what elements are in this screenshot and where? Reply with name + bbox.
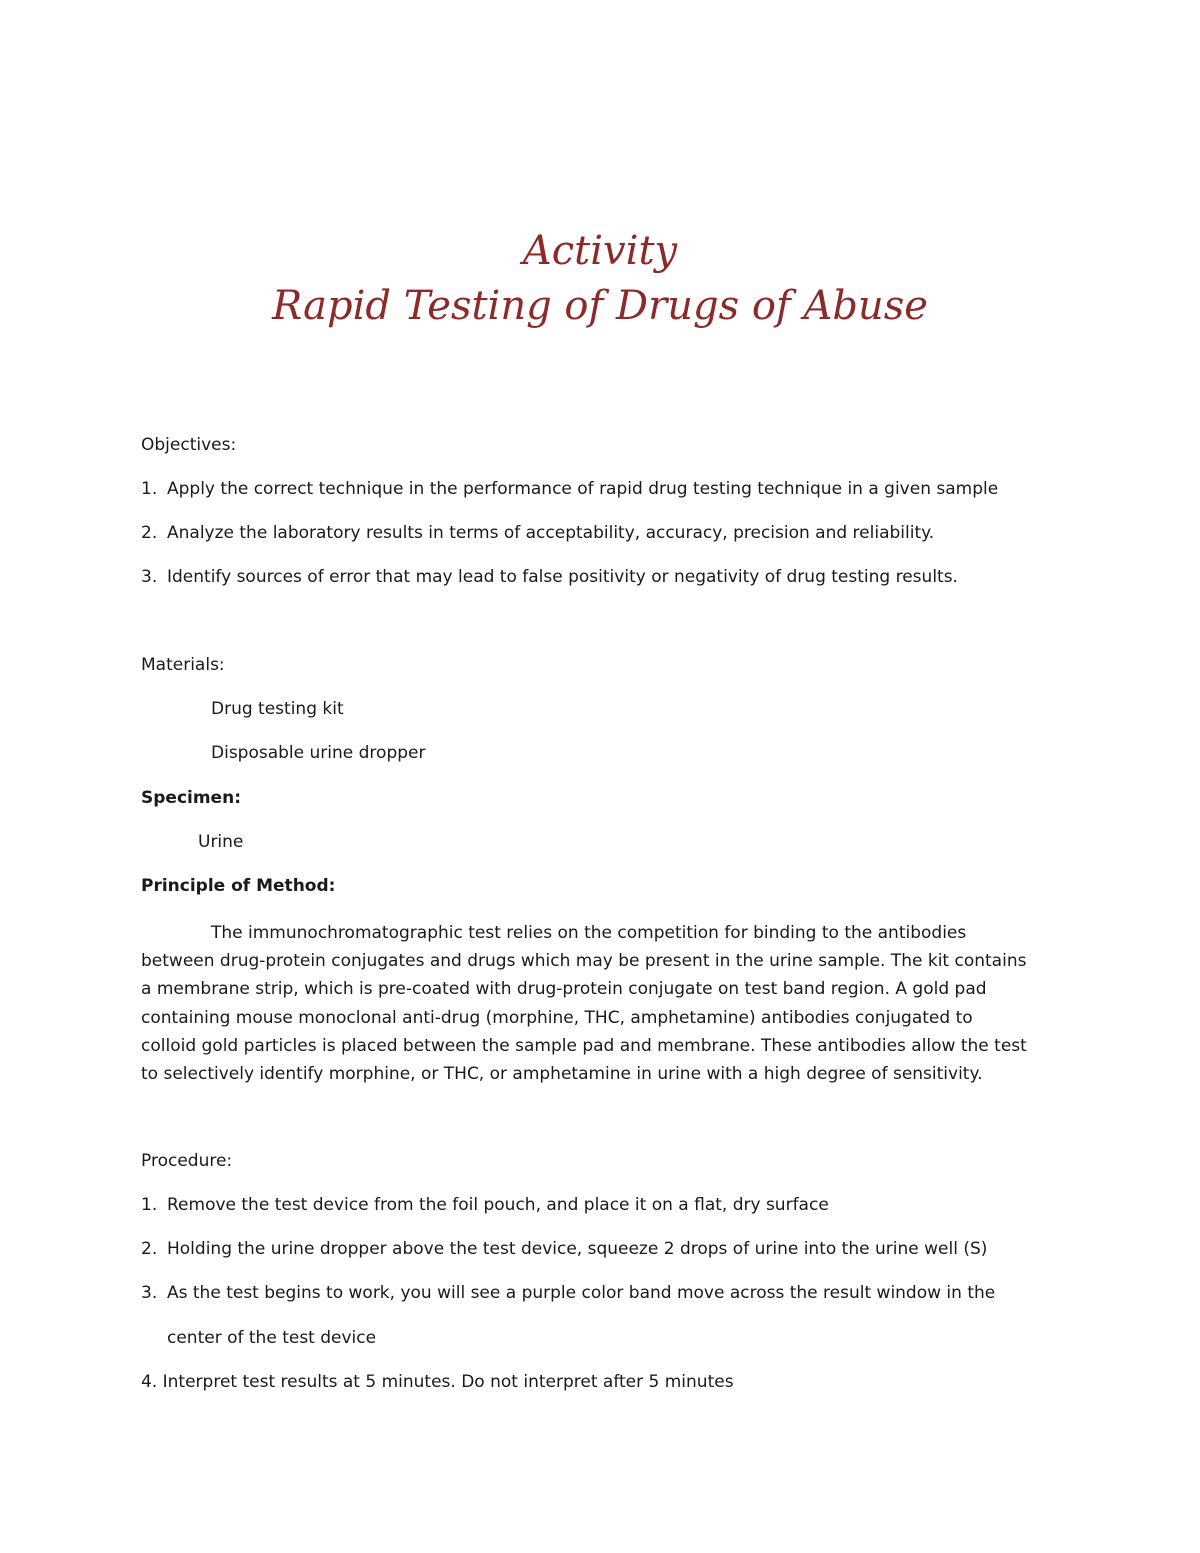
procedure-step: [141, 1282, 995, 1304]
procedure-heading: Procedure:: [141, 1151, 233, 1171]
specimen-value: Urine: [198, 832, 244, 852]
objective-number: 2.: [141, 523, 158, 543]
objectives-heading: Objectives:: [141, 435, 237, 455]
procedure-text: Holding the urine dropper above the test device, squeeze 2 drops of urine into the urine well (S): [167, 1239, 988, 1259]
procedure-number: 3.: [141, 1283, 158, 1303]
principle-heading: Principle of Method:: [141, 876, 336, 896]
principle-line: The immunochromatographic test relies on the competition for binding to the antibodies: [211, 923, 967, 943]
activity-title: Activity: [522, 228, 678, 274]
document-title: Rapid Testing of Drugs of Abuse: [272, 283, 928, 329]
material-item: Drug testing kit: [211, 699, 344, 719]
procedure-number: 4.: [141, 1372, 158, 1392]
objective-number: 1.: [141, 479, 158, 499]
objective-item: [141, 478, 998, 500]
objective-text: Identify sources of error that may lead to false positivity or negativity of drug testing results.: [167, 567, 958, 587]
procedure-step: [141, 1194, 829, 1216]
principle-line: to selectively identify morphine, or THC, or amphetamine in urine with a high degree of sensitivity.: [141, 1063, 983, 1084]
procedure-number: 1.: [141, 1195, 158, 1215]
materials-heading: Materials:: [141, 655, 225, 675]
principle-line: colloid gold particles is placed between the sample pad and membrane. These antibodies allow the test: [141, 1035, 1027, 1056]
objective-text: Analyze the laboratory results in terms of acceptability, accuracy, precision and reliability.: [167, 523, 935, 543]
principle-paragraph: [141, 919, 1056, 1088]
objective-item: [141, 566, 958, 588]
specimen-heading: Specimen:: [141, 788, 241, 808]
procedure-number: 2.: [141, 1239, 158, 1259]
objective-item: [141, 522, 934, 544]
objective-number: 3.: [141, 567, 158, 587]
procedure-step: [141, 1238, 987, 1260]
procedure-step: [141, 1371, 734, 1393]
material-item: Disposable urine dropper: [211, 743, 426, 763]
principle-line: containing mouse monoclonal anti-drug (morphine, THC, amphetamine) antibodies conjugated to: [141, 1007, 973, 1028]
procedure-text: Remove the test device from the foil pouch, and place it on a flat, dry surface: [167, 1195, 829, 1215]
principle-line: a membrane strip, which is pre-coated with drug-protein conjugate on test band region. A gold pad: [141, 979, 987, 1000]
procedure-continuation: center of the test device: [167, 1328, 377, 1348]
procedure-text: As the test begins to work, you will see a purple color band move across the result window in the: [167, 1283, 996, 1303]
objective-text: Apply the correct technique in the performance of rapid drug testing technique in a given sample: [167, 479, 999, 499]
principle-line: between drug-protein conjugates and drugs which may be present in the urine sample. The kit contains: [141, 951, 1027, 972]
procedure-text: Interpret test results at 5 minutes. Do not interpret after 5 minutes: [162, 1372, 734, 1392]
